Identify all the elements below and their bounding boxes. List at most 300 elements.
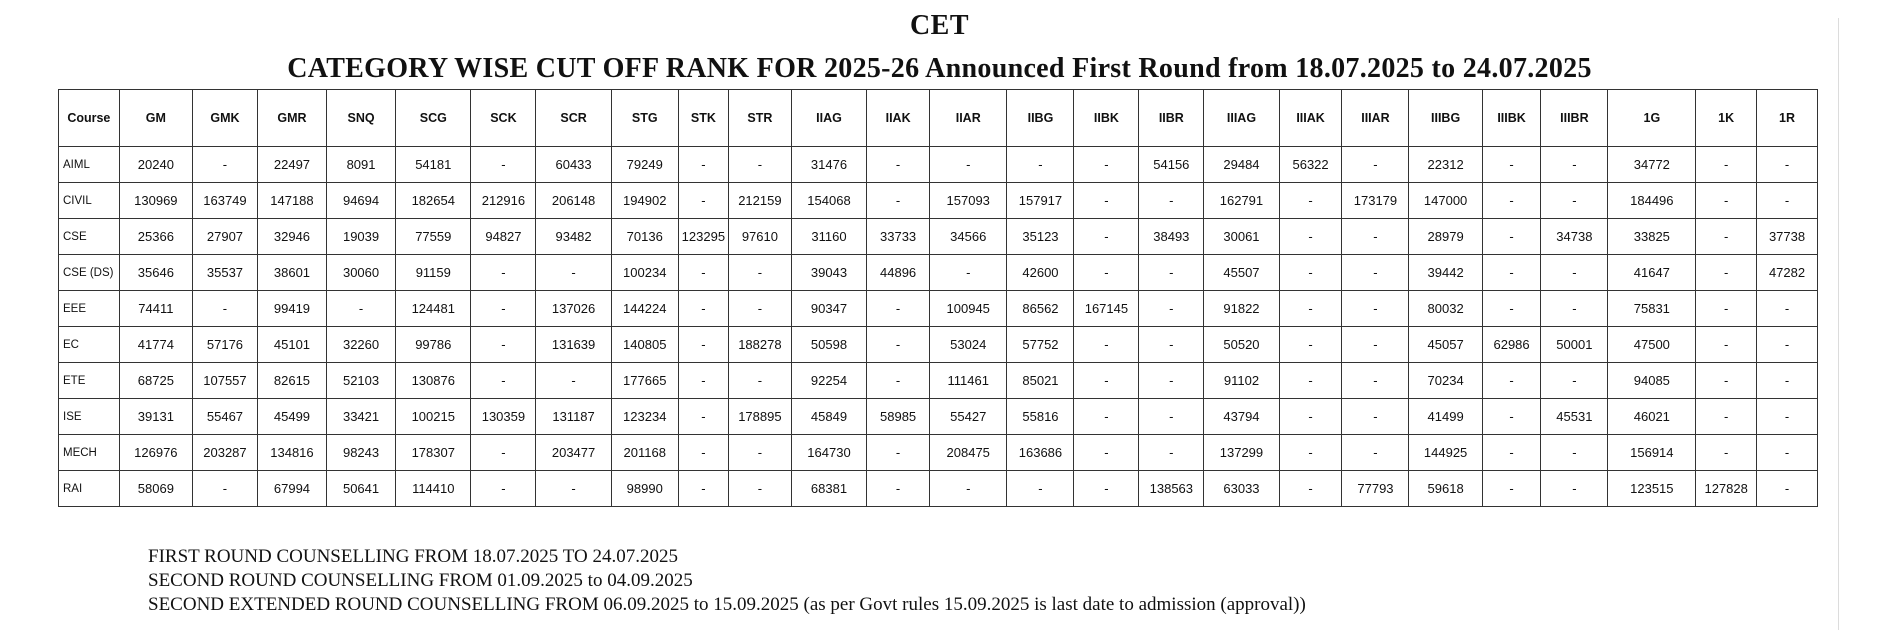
cutoff-rank-cell: - — [1757, 327, 1818, 363]
cutoff-rank-table — [58, 89, 1818, 507]
cutoff-rank-cell: - — [471, 435, 536, 471]
cutoff-rank-cell: - — [729, 471, 792, 507]
cutoff-rank-cell: 55427 — [930, 399, 1007, 435]
cutoff-rank-cell: 52103 — [327, 363, 396, 399]
cutoff-rank-cell: - — [678, 183, 728, 219]
cutoff-rank-cell: 184496 — [1608, 183, 1696, 219]
cutoff-rank-cell: - — [1696, 363, 1757, 399]
cutoff-rank-cell: 130969 — [119, 183, 192, 219]
column-header: IIBG — [1007, 90, 1074, 147]
cutoff-rank-cell: 29484 — [1204, 147, 1279, 183]
cutoff-rank-cell: 80032 — [1409, 291, 1482, 327]
cutoff-rank-cell: 68381 — [791, 471, 866, 507]
cutoff-rank-cell: - — [1696, 291, 1757, 327]
cutoff-rank-cell: 46021 — [1608, 399, 1696, 435]
cutoff-rank-cell: 86562 — [1007, 291, 1074, 327]
cutoff-rank-cell: 19039 — [327, 219, 396, 255]
cutoff-rank-cell: 20240 — [119, 147, 192, 183]
cutoff-rank-cell: - — [1139, 291, 1204, 327]
course-cell: EC — [59, 327, 120, 363]
table-body — [59, 147, 1818, 507]
cutoff-rank-cell: 85021 — [1007, 363, 1074, 399]
cutoff-rank-cell: 35646 — [119, 255, 192, 291]
cutoff-rank-cell: 50520 — [1204, 327, 1279, 363]
cutoff-rank-cell: - — [678, 255, 728, 291]
schedule-line-extended-round: SECOND EXTENDED ROUND COUNSELLING FROM 06.09.2025 to 15.09.2025 (as per Govt rules 15.09.2025 is last date to admission (approval)) — [148, 594, 1306, 615]
cutoff-rank-cell: 77793 — [1342, 471, 1409, 507]
cutoff-rank-cell: - — [678, 399, 728, 435]
schedule-line-second-round: SECOND ROUND COUNSELLING FROM 01.09.2025 to 04.09.2025 — [148, 570, 693, 591]
cutoff-rank-cell: - — [930, 147, 1007, 183]
cutoff-rank-cell: 100234 — [611, 255, 678, 291]
cutoff-rank-cell: - — [867, 147, 930, 183]
course-cell: RAI — [59, 471, 120, 507]
cutoff-rank-cell: - — [1342, 399, 1409, 435]
cutoff-rank-cell: - — [471, 255, 536, 291]
column-header: IIAG — [791, 90, 866, 147]
cutoff-rank-cell: 203287 — [193, 435, 258, 471]
column-header: STK — [678, 90, 728, 147]
cutoff-rank-cell: 100215 — [396, 399, 471, 435]
cutoff-rank-cell: 130359 — [471, 399, 536, 435]
cutoff-rank-cell: - — [1541, 435, 1608, 471]
cutoff-rank-cell: - — [1757, 291, 1818, 327]
table-row — [59, 183, 1818, 219]
cutoff-rank-cell: 47500 — [1608, 327, 1696, 363]
cutoff-rank-cell: - — [1007, 471, 1074, 507]
cutoff-rank-cell: 45499 — [257, 399, 326, 435]
cutoff-rank-cell: 50641 — [327, 471, 396, 507]
cutoff-rank-cell: - — [1757, 399, 1818, 435]
cutoff-rank-cell: 41647 — [1608, 255, 1696, 291]
cutoff-rank-cell: 33733 — [867, 219, 930, 255]
course-cell: AIML — [59, 147, 120, 183]
cutoff-rank-cell: 97610 — [729, 219, 792, 255]
cutoff-rank-cell: 27907 — [193, 219, 258, 255]
cutoff-rank-cell: 137026 — [536, 291, 611, 327]
cutoff-rank-cell: 99786 — [396, 327, 471, 363]
column-header: IIAK — [867, 90, 930, 147]
cutoff-rank-cell: - — [1342, 291, 1409, 327]
cutoff-rank-cell: - — [678, 147, 728, 183]
cutoff-rank-cell: 56322 — [1279, 147, 1342, 183]
column-header: IIBK — [1074, 90, 1139, 147]
cutoff-rank-cell: - — [1696, 327, 1757, 363]
table-row — [59, 363, 1818, 399]
cutoff-rank-cell: 127828 — [1696, 471, 1757, 507]
column-header: IIIAG — [1204, 90, 1279, 147]
cutoff-rank-cell: 154068 — [791, 183, 866, 219]
cutoff-rank-cell: - — [867, 327, 930, 363]
cutoff-rank-cell: - — [1696, 147, 1757, 183]
cutoff-rank-cell: 212159 — [729, 183, 792, 219]
cutoff-rank-cell: 178895 — [729, 399, 792, 435]
cutoff-rank-cell: - — [1342, 327, 1409, 363]
cutoff-rank-cell: 93482 — [536, 219, 611, 255]
cutoff-rank-cell: - — [729, 291, 792, 327]
cutoff-rank-cell: - — [1757, 435, 1818, 471]
cutoff-rank-cell: 47282 — [1757, 255, 1818, 291]
table-row — [59, 327, 1818, 363]
cutoff-rank-cell: 32260 — [327, 327, 396, 363]
cutoff-rank-cell: - — [1279, 471, 1342, 507]
cutoff-rank-cell: - — [1074, 363, 1139, 399]
cutoff-rank-cell: - — [1139, 327, 1204, 363]
cutoff-rank-cell: - — [536, 363, 611, 399]
cutoff-rank-cell: - — [1074, 399, 1139, 435]
cutoff-rank-cell: - — [471, 327, 536, 363]
cutoff-rank-cell: - — [193, 471, 258, 507]
cutoff-rank-cell: 54156 — [1139, 147, 1204, 183]
course-cell: CSE (DS) — [59, 255, 120, 291]
column-header: IIIBK — [1482, 90, 1541, 147]
course-cell: MECH — [59, 435, 120, 471]
table-row — [59, 219, 1818, 255]
cutoff-rank-cell: 38601 — [257, 255, 326, 291]
cutoff-rank-cell: - — [930, 471, 1007, 507]
cutoff-rank-cell: - — [1757, 471, 1818, 507]
cutoff-rank-cell: - — [471, 147, 536, 183]
cutoff-rank-cell: 30060 — [327, 255, 396, 291]
cutoff-rank-cell: - — [1342, 363, 1409, 399]
cutoff-rank-cell: - — [1541, 471, 1608, 507]
course-cell: ISE — [59, 399, 120, 435]
cutoff-rank-cell: - — [729, 363, 792, 399]
cutoff-rank-cell: - — [536, 471, 611, 507]
column-header: 1R — [1757, 90, 1818, 147]
cutoff-rank-cell: - — [1279, 363, 1342, 399]
cutoff-rank-cell: 30061 — [1204, 219, 1279, 255]
column-header: 1G — [1608, 90, 1696, 147]
cutoff-rank-cell: - — [1541, 363, 1608, 399]
cutoff-rank-cell: - — [678, 435, 728, 471]
cutoff-rank-cell: 94694 — [327, 183, 396, 219]
document-title: CET — [909, 10, 970, 41]
scan-edge-line — [1838, 18, 1839, 630]
cutoff-rank-cell: 35123 — [1007, 219, 1074, 255]
cutoff-rank-cell: 50001 — [1541, 327, 1608, 363]
cutoff-rank-cell: 41499 — [1409, 399, 1482, 435]
cutoff-rank-cell: - — [1482, 471, 1541, 507]
cutoff-rank-cell: 99419 — [257, 291, 326, 327]
column-header: 1K — [1696, 90, 1757, 147]
cutoff-rank-cell: 144224 — [611, 291, 678, 327]
cutoff-rank-cell: - — [729, 255, 792, 291]
cutoff-rank-cell: - — [930, 255, 1007, 291]
cutoff-rank-cell: 32946 — [257, 219, 326, 255]
cutoff-rank-cell: - — [193, 291, 258, 327]
cutoff-rank-cell: - — [867, 471, 930, 507]
cutoff-rank-cell: 163686 — [1007, 435, 1074, 471]
cutoff-rank-cell: - — [471, 291, 536, 327]
cutoff-rank-cell: 144925 — [1409, 435, 1482, 471]
cutoff-rank-cell: 33825 — [1608, 219, 1696, 255]
cutoff-rank-cell: 25366 — [119, 219, 192, 255]
cutoff-rank-cell: 188278 — [729, 327, 792, 363]
cutoff-rank-cell: - — [1696, 219, 1757, 255]
cutoff-rank-cell: - — [1342, 147, 1409, 183]
cutoff-rank-cell: 74411 — [119, 291, 192, 327]
column-header: IIIAK — [1279, 90, 1342, 147]
cutoff-rank-cell: - — [729, 147, 792, 183]
cutoff-rank-cell: 55467 — [193, 399, 258, 435]
cutoff-rank-cell: - — [1074, 327, 1139, 363]
cutoff-rank-cell: 44896 — [867, 255, 930, 291]
cutoff-rank-cell: - — [1482, 183, 1541, 219]
cutoff-rank-cell: 126976 — [119, 435, 192, 471]
cutoff-rank-cell: 98990 — [611, 471, 678, 507]
cutoff-rank-cell: - — [1482, 291, 1541, 327]
table-row — [59, 399, 1818, 435]
cutoff-rank-cell: - — [1139, 435, 1204, 471]
cutoff-rank-cell: - — [1279, 183, 1342, 219]
cutoff-rank-cell: 59618 — [1409, 471, 1482, 507]
cutoff-rank-cell: 45507 — [1204, 255, 1279, 291]
cutoff-rank-cell: - — [1279, 255, 1342, 291]
table-row — [59, 435, 1818, 471]
cutoff-rank-cell: 22312 — [1409, 147, 1482, 183]
cutoff-rank-cell: - — [1541, 147, 1608, 183]
cutoff-rank-cell: 60433 — [536, 147, 611, 183]
cutoff-rank-cell: - — [1279, 219, 1342, 255]
counselling-schedule — [148, 545, 1306, 617]
cutoff-rank-cell: 94085 — [1608, 363, 1696, 399]
course-cell: EEE — [59, 291, 120, 327]
cutoff-rank-cell: 34566 — [930, 219, 1007, 255]
cutoff-rank-cell: 157917 — [1007, 183, 1074, 219]
cutoff-rank-cell: - — [678, 363, 728, 399]
column-header: STG — [611, 90, 678, 147]
cutoff-rank-cell: - — [1541, 183, 1608, 219]
cutoff-rank-cell: - — [678, 327, 728, 363]
cutoff-rank-cell: 35537 — [193, 255, 258, 291]
column-header: SCG — [396, 90, 471, 147]
cutoff-rank-cell: 62986 — [1482, 327, 1541, 363]
cutoff-rank-cell: 114410 — [396, 471, 471, 507]
cutoff-rank-cell: - — [1342, 435, 1409, 471]
cutoff-rank-cell: 178307 — [396, 435, 471, 471]
cutoff-rank-cell: 203477 — [536, 435, 611, 471]
cutoff-rank-cell: 31476 — [791, 147, 866, 183]
cutoff-rank-cell: - — [1482, 219, 1541, 255]
cutoff-rank-cell: 194902 — [611, 183, 678, 219]
cutoff-rank-cell: 45101 — [257, 327, 326, 363]
cutoff-rank-cell: 54181 — [396, 147, 471, 183]
cutoff-rank-cell: 164730 — [791, 435, 866, 471]
cutoff-rank-cell: 8091 — [327, 147, 396, 183]
cutoff-rank-cell: - — [1342, 255, 1409, 291]
cutoff-rank-cell: - — [1696, 435, 1757, 471]
cutoff-rank-cell: 45531 — [1541, 399, 1608, 435]
schedule-line-first-round: FIRST ROUND COUNSELLING FROM 18.07.2025 TO 24.07.2025 — [148, 546, 678, 567]
cutoff-rank-cell: - — [1279, 435, 1342, 471]
cutoff-rank-cell: 75831 — [1608, 291, 1696, 327]
cutoff-rank-cell: 70234 — [1409, 363, 1482, 399]
cutoff-rank-cell: 90347 — [791, 291, 866, 327]
cutoff-rank-cell: - — [729, 435, 792, 471]
cutoff-rank-cell: 201168 — [611, 435, 678, 471]
cutoff-rank-cell: - — [1139, 183, 1204, 219]
cutoff-rank-cell: 45057 — [1409, 327, 1482, 363]
cutoff-rank-cell: - — [1139, 363, 1204, 399]
cutoff-rank-cell: - — [1757, 183, 1818, 219]
cutoff-rank-cell: - — [471, 471, 536, 507]
cutoff-rank-cell: 45849 — [791, 399, 866, 435]
cutoff-rank-cell: 134816 — [257, 435, 326, 471]
cutoff-rank-cell: 77559 — [396, 219, 471, 255]
cutoff-rank-cell: 131639 — [536, 327, 611, 363]
course-cell: CIVIL — [59, 183, 120, 219]
cutoff-rank-cell: 91102 — [1204, 363, 1279, 399]
cutoff-rank-cell: 67994 — [257, 471, 326, 507]
column-header: GMK — [193, 90, 258, 147]
cutoff-rank-cell: 182654 — [396, 183, 471, 219]
table-row — [59, 255, 1818, 291]
cutoff-rank-cell: 98243 — [327, 435, 396, 471]
cutoff-rank-cell: 68725 — [119, 363, 192, 399]
cutoff-rank-cell: 38493 — [1139, 219, 1204, 255]
cutoff-rank-cell: 92254 — [791, 363, 866, 399]
cutoff-table-container — [58, 89, 1818, 507]
cutoff-rank-cell: - — [1541, 255, 1608, 291]
cutoff-rank-cell: 53024 — [930, 327, 1007, 363]
cutoff-rank-cell: 137299 — [1204, 435, 1279, 471]
cutoff-rank-cell: 82615 — [257, 363, 326, 399]
cutoff-rank-cell: 156914 — [1608, 435, 1696, 471]
cutoff-rank-cell: 140805 — [611, 327, 678, 363]
cutoff-rank-cell: 123295 — [678, 219, 728, 255]
cutoff-rank-cell: 63033 — [1204, 471, 1279, 507]
cutoff-rank-cell: - — [1074, 219, 1139, 255]
cutoff-rank-cell: 131187 — [536, 399, 611, 435]
cutoff-rank-cell: 39131 — [119, 399, 192, 435]
cutoff-rank-cell: - — [1074, 147, 1139, 183]
cutoff-rank-cell: - — [1074, 183, 1139, 219]
cutoff-rank-cell: 50598 — [791, 327, 866, 363]
column-header: SCR — [536, 90, 611, 147]
course-cell: ETE — [59, 363, 120, 399]
cutoff-rank-cell: 167145 — [1074, 291, 1139, 327]
cutoff-rank-cell: - — [1074, 435, 1139, 471]
cutoff-rank-cell: 177665 — [611, 363, 678, 399]
document-subtitle: CATEGORY WISE CUT OFF RANK FOR 2025-26 Announced First Round from 18.07.2025 to 24.07.2025 — [287, 53, 1592, 84]
cutoff-rank-cell: 39043 — [791, 255, 866, 291]
cutoff-rank-cell: 91159 — [396, 255, 471, 291]
cutoff-rank-cell: - — [1279, 291, 1342, 327]
column-header: SNQ — [327, 90, 396, 147]
column-header: GM — [119, 90, 192, 147]
cutoff-rank-cell: - — [1074, 255, 1139, 291]
cutoff-rank-cell: - — [867, 291, 930, 327]
cutoff-rank-cell: 39442 — [1409, 255, 1482, 291]
cutoff-rank-cell: - — [193, 147, 258, 183]
cutoff-rank-cell: 147188 — [257, 183, 326, 219]
cutoff-rank-cell: 31160 — [791, 219, 866, 255]
column-header: STR — [729, 90, 792, 147]
cutoff-rank-cell: 58985 — [867, 399, 930, 435]
cutoff-rank-cell: - — [1279, 327, 1342, 363]
cutoff-rank-cell: 208475 — [930, 435, 1007, 471]
cutoff-rank-cell: - — [867, 183, 930, 219]
cutoff-rank-cell: 28979 — [1409, 219, 1482, 255]
cutoff-rank-cell: - — [471, 363, 536, 399]
cutoff-rank-cell: - — [678, 291, 728, 327]
column-header: IIBR — [1139, 90, 1204, 147]
column-header: IIIAR — [1342, 90, 1409, 147]
cutoff-rank-cell: - — [1074, 471, 1139, 507]
cutoff-rank-cell: - — [867, 363, 930, 399]
cutoff-rank-cell: 42600 — [1007, 255, 1074, 291]
table-row — [59, 471, 1818, 507]
cutoff-rank-cell: 124481 — [396, 291, 471, 327]
cutoff-rank-cell: - — [1696, 255, 1757, 291]
cutoff-rank-cell: 41774 — [119, 327, 192, 363]
cutoff-rank-cell: - — [1139, 255, 1204, 291]
cutoff-rank-cell: 147000 — [1409, 183, 1482, 219]
cutoff-rank-cell: 123234 — [611, 399, 678, 435]
cutoff-rank-cell: - — [536, 255, 611, 291]
cutoff-rank-cell: - — [1482, 255, 1541, 291]
cutoff-rank-cell: - — [1482, 363, 1541, 399]
cutoff-rank-cell: - — [1139, 399, 1204, 435]
cutoff-rank-cell: - — [678, 471, 728, 507]
cutoff-rank-cell: 57176 — [193, 327, 258, 363]
table-header-row — [59, 90, 1818, 147]
cutoff-rank-cell: 130876 — [396, 363, 471, 399]
course-cell: CSE — [59, 219, 120, 255]
cutoff-rank-cell: - — [1482, 147, 1541, 183]
cutoff-rank-cell: 70136 — [611, 219, 678, 255]
cutoff-rank-cell: 206148 — [536, 183, 611, 219]
column-header: SCK — [471, 90, 536, 147]
cutoff-rank-cell: 173179 — [1342, 183, 1409, 219]
cutoff-rank-cell: - — [1482, 399, 1541, 435]
cutoff-rank-cell: 33421 — [327, 399, 396, 435]
table-row — [59, 291, 1818, 327]
cutoff-rank-cell: 94827 — [471, 219, 536, 255]
cutoff-rank-cell: 58069 — [119, 471, 192, 507]
column-header: Course — [59, 90, 120, 147]
cutoff-rank-cell: 212916 — [471, 183, 536, 219]
cutoff-rank-cell: 111461 — [930, 363, 1007, 399]
cutoff-rank-cell: 22497 — [257, 147, 326, 183]
cutoff-rank-cell: 91822 — [1204, 291, 1279, 327]
cutoff-rank-cell: 163749 — [193, 183, 258, 219]
cutoff-rank-cell: - — [1279, 399, 1342, 435]
cutoff-rank-cell: 100945 — [930, 291, 1007, 327]
cutoff-rank-cell: 79249 — [611, 147, 678, 183]
cutoff-rank-cell: - — [1541, 291, 1608, 327]
cutoff-rank-cell: - — [1757, 147, 1818, 183]
cutoff-rank-cell: - — [327, 291, 396, 327]
cutoff-rank-cell: 162791 — [1204, 183, 1279, 219]
table-row — [59, 147, 1818, 183]
cutoff-rank-cell: 34738 — [1541, 219, 1608, 255]
cutoff-rank-cell: 138563 — [1139, 471, 1204, 507]
cutoff-rank-cell: 37738 — [1757, 219, 1818, 255]
cutoff-rank-cell: 57752 — [1007, 327, 1074, 363]
cutoff-rank-cell: - — [1696, 399, 1757, 435]
column-header: IIIBG — [1409, 90, 1482, 147]
cutoff-rank-cell: - — [1696, 183, 1757, 219]
cutoff-rank-cell: - — [1342, 219, 1409, 255]
cutoff-rank-cell: 107557 — [193, 363, 258, 399]
cutoff-rank-cell: - — [1482, 435, 1541, 471]
cutoff-rank-cell: 123515 — [1608, 471, 1696, 507]
cutoff-rank-cell: - — [1757, 363, 1818, 399]
column-header: GMR — [257, 90, 326, 147]
cutoff-rank-cell: 43794 — [1204, 399, 1279, 435]
